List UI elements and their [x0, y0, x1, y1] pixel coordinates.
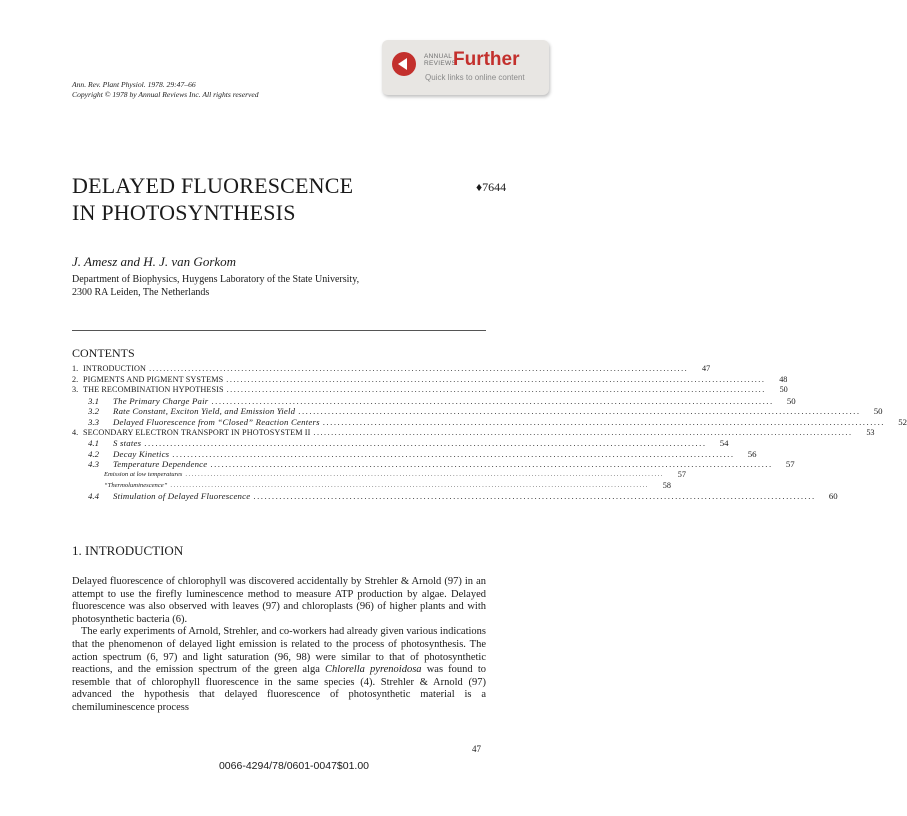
affiliation: [72, 273, 359, 299]
toc-number: 4.3: [88, 459, 99, 470]
toc-page: 50: [786, 395, 796, 406]
toc-page: 52: [898, 416, 907, 427]
paragraph-2: [72, 626, 486, 714]
toc-label: SECONDARY ELECTRON TRANSPORT IN PHOTOSYSTEM II: [83, 427, 311, 437]
table-of-contents: [72, 364, 907, 502]
toc-page: 56: [747, 448, 757, 459]
toc-page: 50: [873, 406, 883, 417]
toc-leader: ........................................................................................................................................................: [149, 364, 689, 373]
toc-entry[interactable]: [72, 364, 711, 375]
article-code: ♦7644: [476, 180, 507, 194]
toc-page: 60: [828, 491, 838, 502]
toc-entry[interactable]: [72, 395, 796, 407]
citation-line-2: Copyright © 1978 by Annual Reviews Inc. All rights reserved: [72, 90, 259, 99]
toc-entry[interactable]: [72, 406, 883, 417]
toc-leader: ........................................................................................................................................................: [172, 448, 735, 459]
badge-further-text: Further: [453, 49, 520, 70]
badge-tagline: Quick links to online content: [425, 73, 525, 82]
toc-label: “Thermoluminescence”: [104, 481, 168, 489]
toc-number: 1.: [72, 364, 79, 373]
toc-number: 2.: [72, 374, 79, 384]
citation-line-1: Ann. Rev. Plant Physiol. 1978. 29:47–66: [72, 80, 196, 89]
paragraph-2-part-a: The early experiments of Arnold, Strehler, and co-workers had already given various indications that the phenomenon of delayed light emission is related to the process of photosynthesis. The action spectrum (6, 97) and light saturation (96, 98) were similar to that of photosynthetic reactions, and the emission spectrum of the green alga: [72, 626, 486, 676]
toc-label: INTRODUCTION: [83, 364, 147, 373]
badge-publisher: [424, 53, 456, 67]
toc-leader: ........................................................................................................................................................: [322, 416, 885, 427]
paragraph-1: Delayed fluorescence of chlorophyll was discovered accidentally by Strehler & Arnold (97) in an attempt to use the firefly luminescence method to measure ATP production by algae. Delayed fluorescence was also observed with leaves (97) and chloroplasts (96) of higher plants and with photosynthetic bacteria (6).: [72, 576, 486, 625]
toc-number: 4.2: [88, 448, 99, 459]
toc-number: 3.2: [88, 406, 99, 417]
toc-entry[interactable]: [72, 469, 686, 481]
toc-page: 50: [779, 385, 788, 395]
divider: [72, 330, 486, 331]
toc-leader: ........................................................................................................................................................: [170, 481, 649, 489]
toc-leader: ........................................................................................................................................................: [226, 374, 766, 384]
article-title: [72, 172, 353, 226]
toc-label: Delayed Fluorescence from “Closed” Reaction Centers: [113, 416, 320, 427]
affiliation-line-2: 2300 RA Leiden, The Netherlands: [72, 287, 210, 298]
toc-page: 48: [779, 374, 788, 384]
toc-entry[interactable]: [72, 374, 788, 386]
toc-label: Emission at low temperatures: [104, 470, 183, 478]
toc-number: 4.4: [88, 491, 99, 502]
toc-leader: ........................................................................................................................................................: [253, 491, 816, 502]
authors: J. Amesz and H. J. van Gorkom: [72, 254, 237, 269]
toc-entry[interactable]: [72, 385, 788, 396]
toc-page: 53: [866, 427, 875, 437]
journal-citation: [72, 80, 259, 100]
annual-reviews-further-badge[interactable]: [382, 40, 549, 95]
toc-label: The Primary Charge Pair: [113, 395, 209, 406]
toc-label: Stimulation of Delayed Fluorescence: [113, 491, 251, 502]
toc-leader: ........................................................................................................................................................: [210, 459, 773, 470]
toc-number: 4.: [72, 427, 79, 437]
toc-leader: ........................................................................................................................................................: [185, 470, 664, 478]
toc-entry[interactable]: [72, 480, 671, 492]
toc-entry[interactable]: [72, 459, 795, 470]
toc-page: 54: [719, 438, 729, 449]
toc-number: 3.: [72, 385, 79, 395]
section-heading: 1. INTRODUCTION: [72, 543, 184, 558]
title-line-2: IN PHOTOSYNTHESIS: [72, 200, 296, 225]
toc-number: 4.1: [88, 438, 99, 449]
toc-leader: ........................................................................................................................................................: [211, 395, 774, 406]
toc-entry[interactable]: [72, 438, 729, 449]
toc-label: Temperature Dependence: [113, 459, 208, 470]
toc-entry[interactable]: [72, 448, 757, 460]
toc-page: 57: [785, 459, 795, 470]
species-name: Chlorella pyrenoidosa: [325, 664, 422, 676]
toc-label: PIGMENTS AND PIGMENT SYSTEMS: [83, 374, 224, 384]
toc-entry[interactable]: [72, 491, 838, 502]
toc-page: 58: [662, 480, 671, 490]
toc-leader: ........................................................................................................................................................: [226, 385, 766, 395]
contents-heading: CONTENTS: [72, 346, 135, 360]
toc-label: Decay Kinetics: [113, 448, 170, 459]
badge-reviews-text: REVIEWS: [424, 60, 457, 67]
toc-number: 3.1: [88, 395, 99, 406]
back-arrow-icon: [392, 52, 416, 76]
toc-leader: ........................................................................................................................................................: [298, 406, 861, 417]
badge-annual-text: ANNUAL: [424, 53, 453, 60]
toc-entry[interactable]: [72, 416, 907, 428]
toc-leader: ........................................................................................................................................................: [313, 427, 853, 437]
paragraph-2-part-b: was found to resemble that of chlorophyll fluorescence in the same species (4). Strehler & Arnold (97) advanced the hypothesis that delayed fluorescence of photosynthetic material is a chemiluminescence process: [72, 664, 486, 713]
affiliation-line-1: Department of Biophysics, Huygens Laboratory of the State University,: [72, 274, 360, 285]
toc-label: THE RECOMBINATION HYPOTHESIS: [83, 385, 224, 395]
toc-label: Rate Constant, Exciton Yield, and Emission Yield: [113, 406, 296, 417]
toc-page: 57: [677, 469, 686, 479]
toc-entry[interactable]: [72, 427, 875, 439]
toc-number: 3.3: [88, 416, 99, 427]
toc-leader: ........................................................................................................................................................: [144, 438, 707, 449]
section-body: [72, 576, 486, 715]
page-number: 47: [472, 744, 481, 754]
isbn-line: 0066-4294/78/0601-0047$01.00: [218, 760, 370, 772]
title-line-1: DELAYED FLUORESCENCE: [72, 173, 354, 198]
toc-label: S states: [113, 438, 142, 449]
toc-page: 47: [702, 364, 711, 373]
